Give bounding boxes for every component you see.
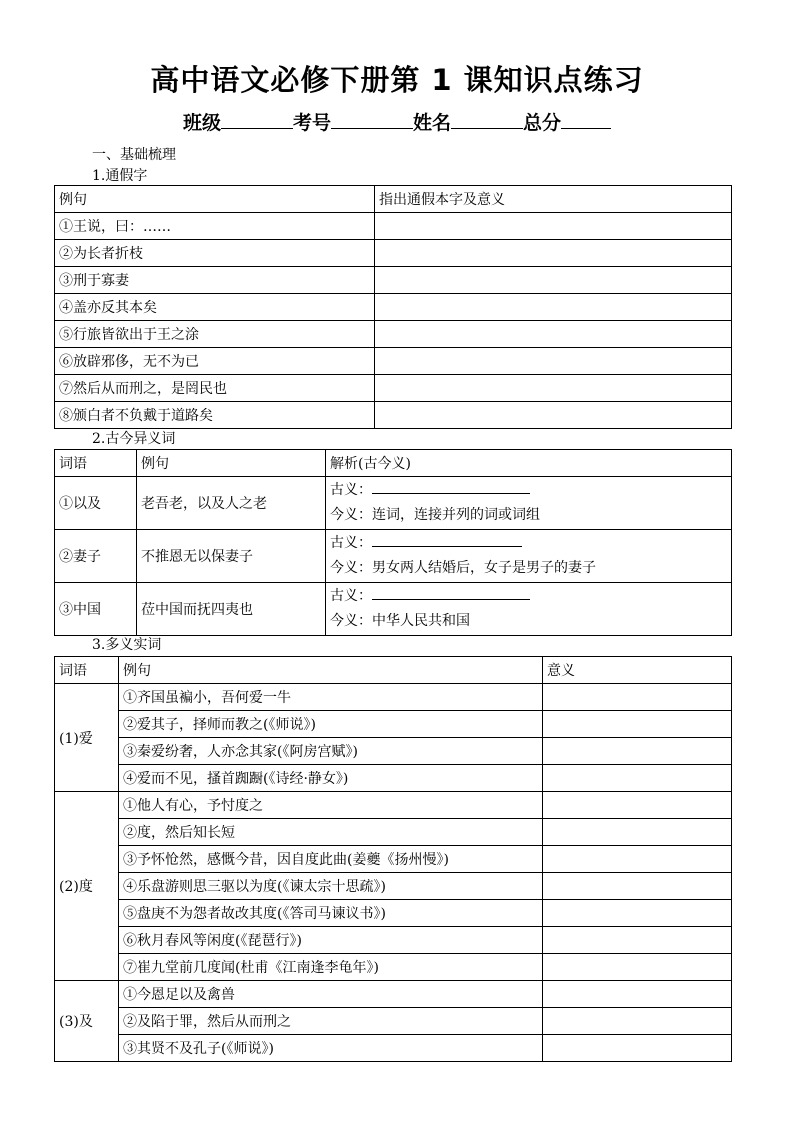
subsection-heading-tongjia: 1.通假字 [92,168,148,184]
name-label: 姓名 [413,112,452,134]
gujin-table [54,449,732,636]
header-cell: 解析(古今义) [326,450,732,477]
answer-cell[interactable] [543,792,732,819]
table-row [55,294,732,321]
table-row [55,348,732,375]
answer-cell[interactable] [543,765,732,792]
example-sentence-cell: ①齐国虽褊小，吾何爱一牛 [119,684,543,711]
answer-cell[interactable] [543,711,732,738]
header-cell: 例句 [55,186,375,213]
example-sentence-cell: ⑤盘庚不为怨者故改其度(《答司马谏议书》) [119,900,543,927]
answer-cell[interactable] [543,1035,732,1062]
answer-cell[interactable] [543,846,732,873]
answer-cell[interactable] [543,981,732,1008]
example-sentence-cell: ①今恩足以及禽兽 [119,981,543,1008]
ancient-meaning-line [330,584,731,609]
answer-cell[interactable] [543,900,732,927]
table-row [55,900,732,927]
table-row [55,711,732,738]
answer-cell[interactable] [543,684,732,711]
table-row [55,213,732,240]
header-cell: 例句 [119,657,543,684]
answer-cell[interactable] [375,321,732,348]
header-cell: 指出通假本字及意义 [375,186,732,213]
header-cell: 例句 [137,450,326,477]
ancient-meaning-blank[interactable] [372,585,530,600]
example-sentence-cell: ④盖亦反其本矣 [55,294,375,321]
word-cell: ①以及 [55,477,137,530]
answer-cell[interactable] [543,927,732,954]
word-cell: ③中国 [55,583,137,636]
table-row [55,530,732,583]
subsection-heading-duoyi: 3.多义实词 [92,637,162,653]
example-sentence-cell: ③秦爱纷奢，人亦念其家(《阿房宫赋》) [119,738,543,765]
score-label: 总分 [523,112,562,134]
meaning-cell [326,583,732,636]
example-sentence-cell: ②爱其子，择师而教之(《师说》) [119,711,543,738]
answer-cell[interactable] [375,375,732,402]
table-row [55,684,732,711]
table-row [55,321,732,348]
answer-cell[interactable] [375,348,732,375]
answer-cell[interactable] [543,873,732,900]
word-cell: (3)及 [55,981,119,1062]
table-row [55,846,732,873]
modern-meaning: 今义：男女两人结婚后，女子是男子的妻子 [330,560,596,576]
table-header-row [55,450,732,477]
example-sentence-cell: ②度，然后知长短 [119,819,543,846]
duoyi-table [54,656,732,1062]
ancient-meaning-blank[interactable] [372,532,522,547]
number-label: 考号 [292,112,331,134]
class-blank[interactable] [221,108,293,129]
example-sentence-cell: ②为长者折枝 [55,240,375,267]
example-sentence-cell: ⑦崔九堂前几度闻(杜甫《江南逢李龟年》) [119,954,543,981]
table-row [55,240,732,267]
table-row [55,873,732,900]
example-sentence-cell: 不推恩无以保妻子 [137,530,326,583]
answer-cell[interactable] [543,1008,732,1035]
header-cell: 意义 [543,657,732,684]
table-row [55,738,732,765]
class-label: 班级 [182,112,221,134]
example-sentence-cell: 莅中国而抚四夷也 [137,583,326,636]
name-blank[interactable] [451,108,523,129]
example-sentence-cell: 老吾老，以及人之老 [137,477,326,530]
ancient-meaning-blank[interactable] [372,479,530,494]
answer-cell[interactable] [375,213,732,240]
example-sentence-cell: ①他人有心，予忖度之 [119,792,543,819]
answer-cell[interactable] [375,402,732,429]
table-row [55,267,732,294]
modern-meaning: 今义：中华人民共和国 [330,613,470,629]
table-header-row [55,657,732,684]
subsection-heading-gujin: 2.古今异义词 [92,431,176,447]
ancient-meaning-label: 古义： [330,482,372,498]
table-row [55,819,732,846]
ancient-meaning-line [330,531,731,556]
example-sentence-cell: ⑥秋月春风等闲度(《琵琶行》) [119,927,543,954]
example-sentence-cell: ③予怀怆然，感慨今昔，因自度此曲(姜夔《扬州慢》) [119,846,543,873]
table-row [55,1008,732,1035]
header-cell: 词语 [55,450,137,477]
word-cell: (1)爱 [55,684,119,792]
student-info-line [0,108,794,138]
answer-cell[interactable] [543,819,732,846]
example-sentence-cell: ③刑于寡妻 [55,267,375,294]
table-row [55,583,732,636]
answer-cell[interactable] [543,954,732,981]
example-sentence-cell: ③其贤不及孔子(《师说》) [119,1035,543,1062]
tongjia-table [54,185,732,429]
answer-cell[interactable] [375,267,732,294]
meaning-cell [326,477,732,530]
score-blank[interactable] [561,108,611,129]
example-sentence-cell: ④乐盘游则思三驱以为度(《谏太宗十思疏》) [119,873,543,900]
answer-cell[interactable] [375,294,732,321]
example-sentence-cell: ⑦然后从而刑之，是罔民也 [55,375,375,402]
table-row [55,792,732,819]
table-row [55,375,732,402]
example-sentence-cell: ①王说，曰：…… [55,213,375,240]
ancient-meaning-label: 古义： [330,535,372,551]
example-sentence-cell: ⑥放辟邪侈，无不为已 [55,348,375,375]
example-sentence-cell: ⑧颁白者不负戴于道路矣 [55,402,375,429]
ancient-meaning-label: 古义： [330,588,372,604]
table-row [55,981,732,1008]
table-header-row [55,186,732,213]
section-heading: 一、基础梳理 [92,147,176,163]
example-sentence-cell: ②及陷于罪，然后从而刑之 [119,1008,543,1035]
word-cell: ②妻子 [55,530,137,583]
table-row [55,402,732,429]
page-title: 高中语文必修下册第 1 课知识点练习 [150,63,644,97]
table-row [55,954,732,981]
number-blank[interactable] [331,108,413,129]
example-sentence-cell: ⑤行旅皆欲出于王之涂 [55,321,375,348]
ancient-meaning-line [330,478,731,503]
table-row [55,765,732,792]
table-row [55,477,732,530]
table-row [55,1035,732,1062]
example-sentence-cell: ④爱而不见，搔首踟蹰(《诗经·静女》) [119,765,543,792]
answer-cell[interactable] [375,240,732,267]
table-row [55,927,732,954]
answer-cell[interactable] [543,738,732,765]
modern-meaning: 今义：连词，连接并列的词或词组 [330,507,540,523]
header-cell: 词语 [55,657,119,684]
word-cell: (2)度 [55,792,119,981]
meaning-cell [326,530,732,583]
